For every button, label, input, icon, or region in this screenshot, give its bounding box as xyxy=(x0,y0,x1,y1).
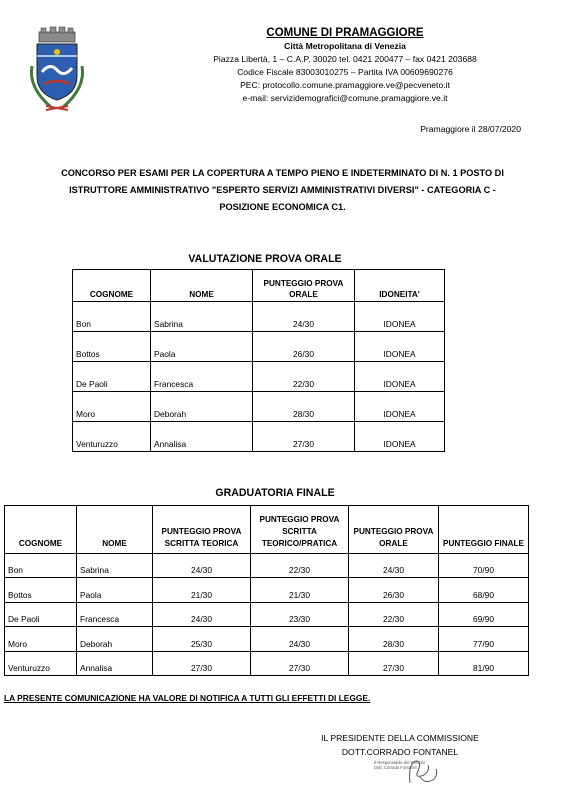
municipality-subtitle: Città Metropolitana di Venezia xyxy=(284,41,406,51)
cell-punteggio: 22/30 xyxy=(253,362,355,392)
cell-cognome: Bottos xyxy=(76,349,100,359)
table-row xyxy=(5,578,529,602)
cell-nome: Francesca xyxy=(77,602,153,626)
table-row xyxy=(5,602,529,626)
cell-cognome: Bon xyxy=(5,554,77,578)
concorso-line-2: ISTRUTTORE AMMINISTRATIVO "ESPERTO SERVIZI AMMINISTRATIVI DIVERSI" - CATEGORIA C - xyxy=(69,185,496,195)
table-row xyxy=(73,362,445,392)
cell-nome: Deborah xyxy=(77,627,153,651)
fiscal-line: Codice Fiscale 83003010275 – Partita IVA 00609690276 xyxy=(237,67,453,77)
municipal-crest-icon xyxy=(22,26,92,116)
cell-orale: 22/30 xyxy=(349,602,439,626)
table-row xyxy=(73,422,445,452)
stamp-line-1: Il Responsabile del Servizio xyxy=(374,760,426,765)
cell-finale: 81/90 xyxy=(439,651,529,675)
cell-idoneita: IDONEA xyxy=(355,422,445,452)
cell-nome: Paola xyxy=(77,578,153,602)
letterhead xyxy=(130,26,560,105)
cell-finale: 68/90 xyxy=(439,578,529,602)
date-line: Pramaggiore il 28/07/2020 xyxy=(420,124,521,134)
cell-punteggio: 24/30 xyxy=(253,302,355,332)
concorso-line-1: CONCORSO PER ESAMI PER LA COPERTURA A TEMPO PIENO E INDETERMINATO DI N. 1 POSTO DI xyxy=(61,168,504,178)
orale-header-nome: NOME xyxy=(151,270,253,302)
cell-cognome: Venturuzzo xyxy=(76,439,118,449)
cell-nome: Annalisa xyxy=(151,422,253,452)
cell-scritta-teorica: 27/30 xyxy=(153,651,251,675)
concorso-line-3: POSIZIONE ECONOMICA C1. xyxy=(219,202,346,212)
pec-line: PEC: protocollo.comune.pramaggiore.ve@pecveneto.it xyxy=(240,80,450,90)
cell-cognome: Bon xyxy=(76,319,91,329)
finale-table xyxy=(4,505,529,676)
finale-header-finale: PUNTEGGIO FINALE xyxy=(439,506,529,554)
table-row xyxy=(5,627,529,651)
cell-finale: 77/90 xyxy=(439,627,529,651)
finale-header-nome: NOME xyxy=(77,506,153,554)
cell-scritta-teorica: 24/30 xyxy=(153,554,251,578)
cell-finale: 70/90 xyxy=(439,554,529,578)
orale-header-row xyxy=(73,270,445,302)
cell-scritta-teorica: 25/30 xyxy=(153,627,251,651)
cell-punteggio: 26/30 xyxy=(253,332,355,362)
cell-nome: Francesca xyxy=(151,362,253,392)
handwritten-signature-icon xyxy=(368,757,448,787)
legal-notice: LA PRESENTE COMUNICAZIONE HA VALORE DI NOTIFICA A TUTTI GLI EFFETTI DI LEGGE. xyxy=(4,693,371,703)
finale-header-scritta-pratica: PUNTEGGIO PROVA SCRITTA TEORICO/PRATICA xyxy=(251,506,349,554)
cell-cognome: Moro xyxy=(76,409,96,419)
cell-cognome: Bottos xyxy=(5,578,77,602)
orale-header-cognome: COGNOME xyxy=(73,270,151,302)
cell-nome: Deborah xyxy=(151,392,253,422)
cell-orale: 27/30 xyxy=(349,651,439,675)
cell-punteggio: 27/30 xyxy=(253,422,355,452)
cell-idoneita: IDONEA xyxy=(355,302,445,332)
address-line: Piazza Libertà, 1 – C.A.P. 30020 tel. 0421 200477 – fax 0421 203688 xyxy=(213,54,477,64)
cell-cognome: Venturuzzo xyxy=(5,651,77,675)
stamp-line-2: Dott. Corrado Fontanel xyxy=(374,765,417,770)
finale-header-row xyxy=(5,506,529,554)
orale-header-punteggio: PUNTEGGIO PROVA ORALE xyxy=(253,270,355,302)
cell-finale: 69/90 xyxy=(439,602,529,626)
finale-header-orale: PUNTEGGIO PROVA ORALE xyxy=(349,506,439,554)
table-row xyxy=(5,651,529,675)
cell-cognome: Moro xyxy=(5,627,77,651)
cell-scritta-pratica: 27/30 xyxy=(251,651,349,675)
orale-table xyxy=(72,269,445,452)
orale-header-idoneita: IDONEITA' xyxy=(355,270,445,302)
cell-orale: 28/30 xyxy=(349,627,439,651)
cell-nome: Sabrina xyxy=(77,554,153,578)
cell-scritta-pratica: 21/30 xyxy=(251,578,349,602)
cell-orale: 24/30 xyxy=(349,554,439,578)
concorso-heading xyxy=(20,165,545,216)
cell-cognome: De Paoli xyxy=(76,379,108,389)
table-row xyxy=(5,554,529,578)
signer-role: IL PRESIDENTE DELLA COMMISSIONE xyxy=(321,733,479,743)
cell-punteggio: 28/30 xyxy=(253,392,355,422)
cell-scritta-pratica: 24/30 xyxy=(251,627,349,651)
table-row xyxy=(73,392,445,422)
cell-scritta-teorica: 24/30 xyxy=(153,602,251,626)
cell-scritta-pratica: 22/30 xyxy=(251,554,349,578)
finale-section-title: GRADUATORIA FINALE xyxy=(215,487,335,499)
signer-name: DOTT.CORRADO FONTANEL xyxy=(341,747,459,757)
cell-nome: Paola xyxy=(151,332,253,362)
municipality-title: COMUNE DI PRAMAGGIORE xyxy=(266,27,424,39)
orale-section-title: VALUTAZIONE PROVA ORALE xyxy=(188,253,342,265)
table-row xyxy=(73,302,445,332)
cell-idoneita: IDONEA xyxy=(355,362,445,392)
table-row xyxy=(73,332,445,362)
finale-header-cognome: COGNOME xyxy=(5,506,77,554)
cell-idoneita: IDONEA xyxy=(355,332,445,362)
finale-header-scritta-teorica: PUNTEGGIO PROVA SCRITTA TEORICA xyxy=(153,506,251,554)
cell-cognome: De Paoli xyxy=(5,602,77,626)
cell-scritta-teorica: 21/30 xyxy=(153,578,251,602)
cell-scritta-pratica: 23/30 xyxy=(251,602,349,626)
signature-block xyxy=(290,731,510,759)
cell-orale: 26/30 xyxy=(349,578,439,602)
email-line: e-mail: servizidemografici@comune.pramaggiore.ve.it xyxy=(242,93,448,103)
cell-nome: Annalisa xyxy=(77,651,153,675)
cell-idoneita: IDONEA xyxy=(355,392,445,422)
cell-nome: Sabrina xyxy=(151,302,253,332)
